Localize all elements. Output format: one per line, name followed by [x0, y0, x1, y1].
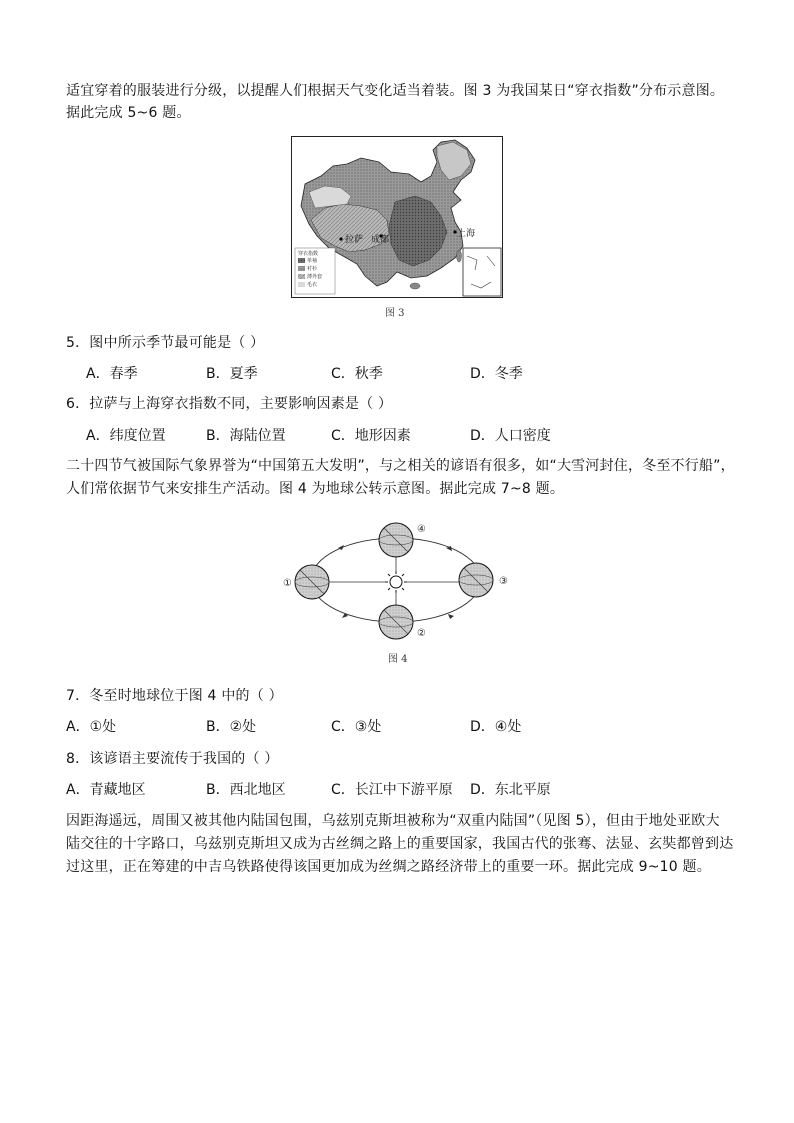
q8-option-a[interactable]: A．青藏地区: [66, 782, 146, 798]
q7-option-b[interactable]: B．②处: [206, 719, 257, 735]
label-chengdu: 成都: [371, 235, 390, 245]
legend-item: 毛衣: [307, 282, 318, 288]
q5-option-c[interactable]: C．秋季: [331, 366, 383, 382]
sun-icon: [385, 571, 407, 593]
intro-text-line: 据此完成 5~6 题。: [66, 105, 191, 121]
intro-text-line: 二十四节气被国际气象界誉为“中国第五大发明”，与之相关的谚语有很多，如“大雪河封住，冬至不行船”，: [66, 458, 735, 474]
intro-text-line: 因距海遥远，周围又被其他内陆国包围，乌兹别克斯坦被称为“双重内陆国”（见图 5），但由于地处亚欧大: [66, 813, 720, 829]
q5-option-d[interactable]: D．冬季: [470, 366, 523, 382]
legend-title: 穿衣指数: [298, 251, 319, 257]
earth-globe-1: [295, 565, 329, 599]
question-6-stem: 6．拉萨与上海穿衣指数不同，主要影响因素是（ ）: [66, 396, 393, 412]
intro-text-line: 过这里，正在筹建的中吉乌铁路使得该国更加成为丝绸之路经济带上的重要一环。据此完成 9~10 题。: [66, 859, 711, 875]
intro-text-line: 人们常依据节气来安排生产活动。图 4 为地球公转示意图。据此完成 7~8 题。: [66, 481, 565, 497]
legend-item: 单袖: [307, 258, 318, 264]
map-legend: [295, 248, 335, 294]
q7-option-a[interactable]: A．①处: [66, 719, 117, 735]
question-7-stem: 7．冬至时地球位于图 4 中的（ ）: [66, 688, 283, 704]
q6-option-a[interactable]: A．纬度位置: [86, 428, 166, 444]
q5-option-b[interactable]: B．夏季: [206, 366, 258, 382]
figure-3-caption: 图 3: [385, 308, 405, 319]
position-label-2: ②: [417, 628, 426, 639]
q8-option-d[interactable]: D．东北平原: [470, 782, 551, 798]
earth-globe-3: [459, 563, 493, 597]
label-lhasa: 拉萨: [345, 235, 364, 245]
figure-4-caption: 图 4: [388, 654, 408, 665]
q7-option-d[interactable]: D．④处: [470, 719, 522, 735]
q5-option-a[interactable]: A．春季: [86, 366, 138, 382]
earth-globe-2: [379, 605, 413, 639]
position-label-1: ①: [283, 578, 292, 589]
q6-option-d[interactable]: D．人口密度: [470, 428, 551, 444]
q8-option-b[interactable]: B．西北地区: [206, 782, 286, 798]
earth-globe-4: [379, 523, 413, 557]
position-label-3: ③: [499, 576, 508, 587]
position-label-4: ④: [417, 524, 426, 535]
legend-item: 衬衫: [307, 266, 318, 272]
q7-option-c[interactable]: C．③处: [331, 719, 382, 735]
q8-option-c[interactable]: C．长江中下游平原: [331, 782, 453, 798]
intro-text-line: 陆交往的十字路口，乌兹别克斯坦又成为古丝绸之路上的重要国家，我国古代的张骞、法显、玄奘都曾到达: [66, 836, 734, 852]
intro-text-line: 适宜穿着的服装进行分级，以提醒人们根据天气变化适当着装。图 3 为我国某日“穿衣指数”分布示意图。: [66, 83, 725, 99]
legend-item: 薄外套: [307, 274, 323, 280]
question-8-stem: 8．该谚语主要流传于我国的（ ）: [66, 751, 279, 767]
q6-option-b[interactable]: B．海陆位置: [206, 428, 286, 444]
question-5-stem: 5．图中所示季节最可能是（ ）: [66, 335, 265, 351]
figure-4-orbit: [278, 516, 518, 650]
figure-3-map: [291, 136, 503, 298]
label-shanghai: 上海: [457, 229, 476, 239]
q6-option-c[interactable]: C．地形因素: [331, 428, 411, 444]
